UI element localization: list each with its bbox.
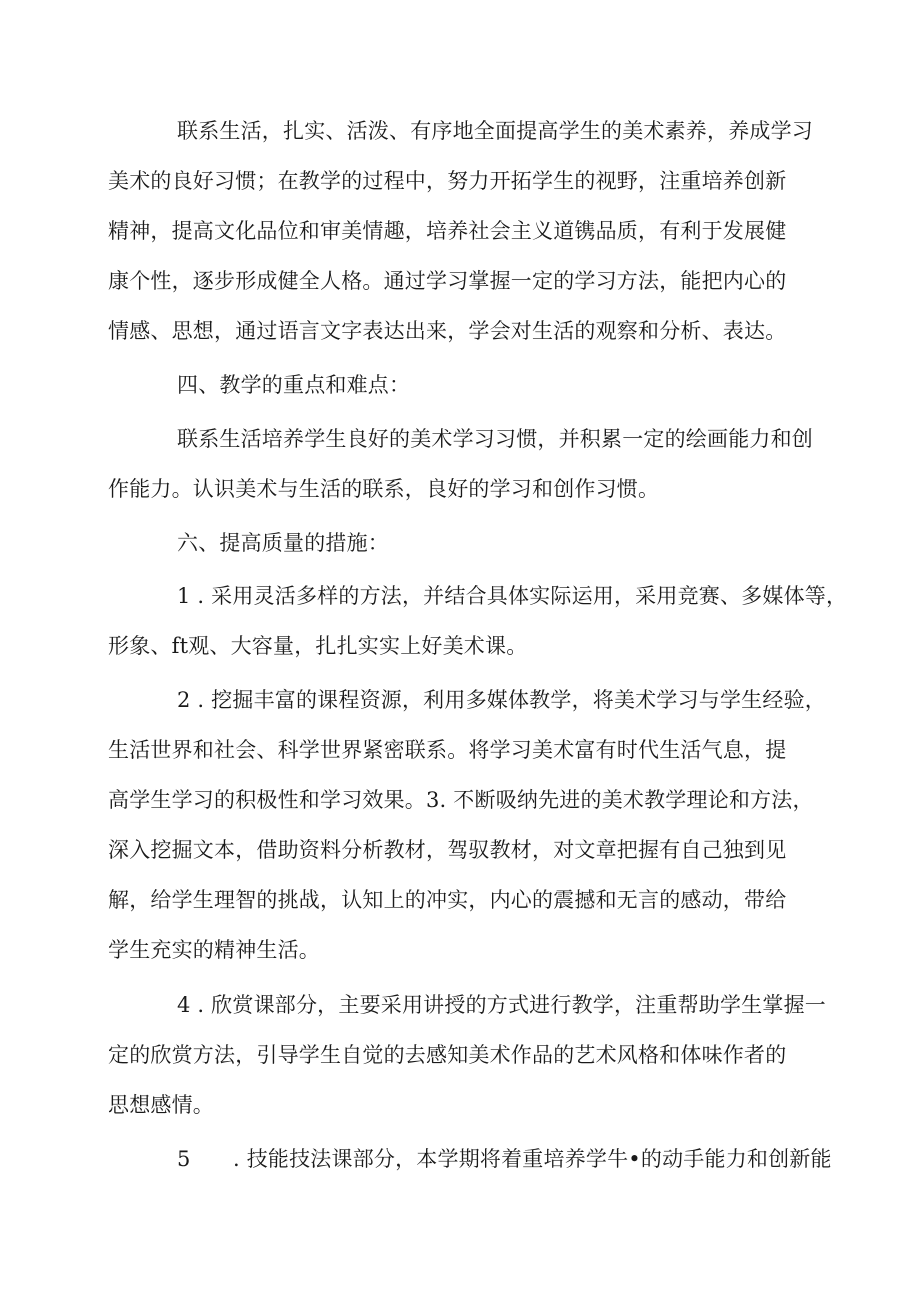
text-line: 形象、ft观、大容量，扎扎实实上好美术课。 xyxy=(108,634,528,658)
section-heading: 六、提高质量的措施： xyxy=(177,531,389,555)
list-item-4: 4 . 欣赏课部分，主要采用讲授的方式进行教学，注重帮助学生掌握一 xyxy=(177,993,826,1017)
text-line: 生活世界和社会、科学世界紧密联系。将学习美术富有时代生活气息，提 xyxy=(108,738,787,762)
list-item-5: 5 . 技能技法课部分，本学期将着重培养学牛•的动手能力和创新能 xyxy=(177,1147,832,1171)
text-line: 精神，提高文化品位和审美情趣，培养社会主义道镌品质，有利于发展健 xyxy=(108,219,787,243)
text-line: 深入挖掘文本，借助资料分析教材，驾驭教材，对文章把握有自己独到见 xyxy=(108,838,787,862)
text-line: 思想感情。 xyxy=(108,1093,214,1117)
text-line: 解，给学生理智的挑战，认知上的冲实，内心的震撼和无言的感动，带给 xyxy=(108,888,787,912)
text-line: 作能力。认识美术与生活的联系，良好的学习和创作习惯。 xyxy=(108,477,660,501)
text-line: 康个性，逐步形成健全人格。通过学习掌握一定的学习方法，能把内心的 xyxy=(108,269,787,293)
text-line: 联系生活培养学生良好的美术学习习惯，并积累一定的绘画能力和创 xyxy=(177,427,813,451)
text-line: 定的欣赏方法，引导学生自觉的去感知美术作品的艺术风格和体味作者的 xyxy=(108,1043,787,1067)
section-heading: 四、教学的重点和难点： xyxy=(177,373,411,397)
text-line: 学生充实的精神生活。 xyxy=(108,938,320,962)
text-line: 情感、思想，通过语言文字表达出来，学会对生活的观察和分析、表达。 xyxy=(108,319,787,343)
list-item-1: 1 . 采用灵活多样的方法，并结合具体实际运用，采用竞赛、多媒体等， xyxy=(177,584,848,608)
list-item-2: 2 . 挖掘丰富的课程资源，利用多媒体教学，将美术学习与学生经验， xyxy=(177,688,826,712)
text-line: 联系生活，扎实、活泼、有序地全面提高学生的美术素养，养成学习 xyxy=(177,119,813,143)
text-line: 高学生学习的积极性和学习效果。3. 不断吸纳先进的美术教学理论和方法， xyxy=(108,788,814,812)
text-line: 美术的良好习惯；在教学的过程中，努力开拓学生的视野，注重培养创新 xyxy=(108,169,787,193)
